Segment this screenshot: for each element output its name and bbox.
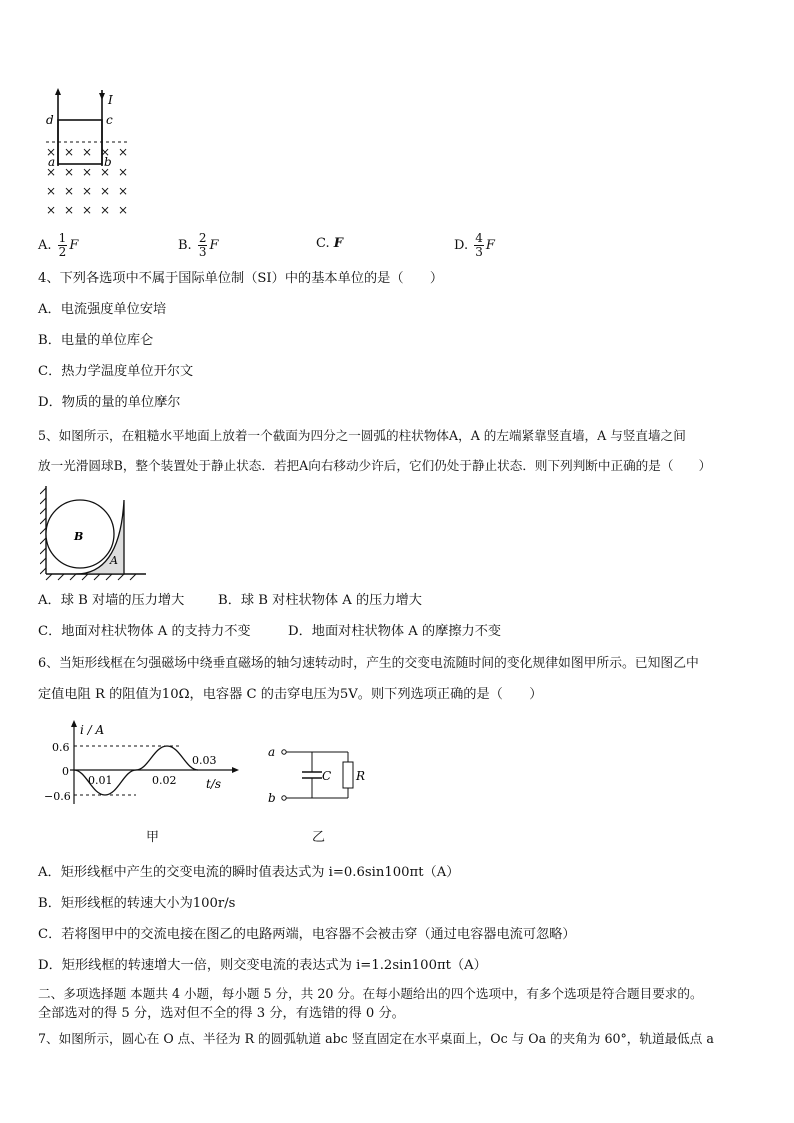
tick-label-0.01: 0.01 — [88, 774, 113, 787]
q4-option-a[interactable]: A．电流强度单位安培 — [38, 302, 167, 317]
svg-text:×: × — [118, 165, 129, 179]
q3-option-d[interactable]: D. $\frac{4}{3}$ F — [454, 231, 495, 259]
q3-option-a[interactable]: A. $\frac{1}{2}$ F — [38, 231, 79, 259]
q6-option-d[interactable]: D．矩形线框的转速增大一倍，则交变电流的表达式为 i=1.2sin100πt（A） — [38, 958, 487, 973]
tick-label-0.6: 0.6 — [52, 741, 70, 754]
fraction: $\frac{2}{3}$ — [198, 231, 207, 259]
label-A: A — [110, 554, 118, 567]
q6-stem-line1: 6、当矩形线框在匀强磁场中绕垂直磁场的轴匀速转动时，产生的交变电流随时间的变化规律如图甲所示。已知图乙中 — [38, 656, 699, 671]
caption-jia: 甲 — [146, 830, 160, 845]
ground-hatch — [46, 574, 136, 580]
svg-text:×: × — [118, 145, 129, 159]
svg-text:×: × — [82, 203, 93, 216]
q6-option-b[interactable]: B．矩形线框的转速大小为100r/s — [38, 896, 236, 911]
svg-text:×: × — [46, 184, 57, 198]
fraction: $\frac{4}{3}$ — [475, 231, 483, 259]
svg-text:×: × — [64, 203, 75, 216]
q5-option-a[interactable]: A．球 B 对墙的压力增大 — [38, 593, 185, 608]
q6-current-graph — [40, 718, 240, 808]
q4-option-c[interactable]: C．热力学温度单位开尔文 — [38, 364, 194, 379]
label-b: b — [104, 155, 112, 169]
axis-label-x: t/s — [206, 777, 222, 791]
svg-text:×: × — [82, 165, 93, 179]
label-B: B — [74, 530, 84, 543]
svg-text:×: × — [46, 165, 57, 179]
svg-text:×: × — [82, 184, 93, 198]
axis-label-y: i / A — [80, 723, 105, 737]
q4-option-d[interactable]: D．物质的量的单位摩尔 — [38, 395, 181, 410]
q5-stem-line1: 5、如图所示，在粗糙水平地面上放着一个截面为四分之一圆弧的柱状物体A，A 的左端紧靠竖直墙，A 与竖直墙之间 — [38, 428, 686, 443]
svg-text:×: × — [46, 145, 57, 159]
wall-hatch — [40, 488, 46, 574]
fraction: $\frac{1}{2}$ — [58, 231, 67, 259]
q5-option-b[interactable]: B．球 B 对柱状物体 A 的压力增大 — [218, 593, 422, 608]
caption-yi: 乙 — [312, 830, 326, 845]
label-a: a — [48, 155, 56, 169]
svg-text:×: × — [64, 145, 75, 159]
terminal-b: b — [268, 791, 276, 805]
q6-option-c[interactable]: C．若将图甲中的交流电接在图乙的电路两端，电容器不会被击穿（通过电容器电流可忽略） — [38, 927, 576, 942]
svg-text:×: × — [100, 184, 111, 198]
q6-circuit — [264, 738, 374, 806]
q5-option-d[interactable]: D．地面对柱状物体 A 的摩擦力不变 — [288, 624, 502, 639]
q5-figure — [40, 486, 148, 582]
label-d: d — [46, 113, 54, 127]
svg-text:×: × — [100, 145, 111, 159]
q6-stem-line2: 定值电阻 R 的阻值为10Ω，电容器 C 的击穿电压为5V。则下列选项正确的是（ ） — [38, 687, 543, 702]
q5-option-c[interactable]: C．地面对柱状物体 A 的支持力不变 — [38, 624, 251, 639]
svg-text:×: × — [118, 203, 129, 216]
q3-option-c[interactable]: C. F — [316, 236, 343, 251]
label-c: c — [106, 113, 113, 127]
svg-text:×: × — [64, 184, 75, 198]
svg-text:×: × — [100, 203, 111, 216]
tick-label-0.03: 0.03 — [192, 754, 217, 767]
svg-text:×: × — [118, 184, 129, 198]
svg-text:×: × — [64, 165, 75, 179]
q6-option-a[interactable]: A．矩形线框中产生的交变电流的瞬时值表达式为 i=0.6sin100πt（A） — [38, 865, 460, 880]
q4-stem: 4、下列各选项中不属于国际单位制（SI）中的基本单位的是（ ） — [38, 271, 444, 286]
q4-option-b[interactable]: B．电量的单位库仑 — [38, 333, 154, 348]
terminal-a: a — [268, 745, 276, 759]
label-R: R — [356, 769, 366, 783]
section2-line1: 二、多项选择题 本题共 4 小题，每小题 5 分，共 20 分。在每小题给出的四个选项中，有多个选项是符合题目要求的。 — [38, 986, 703, 1001]
section2-line2: 全部选对的得 5 分，选对但不全的得 3 分，有选错的得 0 分。 — [38, 1006, 405, 1021]
q3-option-b[interactable]: B. $\frac{2}{3}$ F — [178, 231, 219, 259]
svg-text:×: × — [100, 165, 111, 179]
q7-stem-line1: 7、如图所示，圆心在 O 点、半径为 R 的圆弧轨道 abc 竖直固定在水平桌面上，Oc 与 Oa 的夹角为 60°，轨道最低点 a — [38, 1031, 714, 1046]
q3-figure — [40, 86, 140, 216]
label-I: I — [108, 93, 113, 107]
svg-text:×: × — [46, 203, 57, 216]
svg-text:×: × — [82, 145, 93, 159]
tick-label-0.02: 0.02 — [152, 774, 177, 787]
tick-label-neg-0.6: −0.6 — [44, 790, 71, 803]
label-C: C — [322, 769, 332, 783]
tick-label-0: 0 — [62, 765, 69, 778]
q5-stem-line2: 放一光滑圆球B，整个装置处于静止状态．若把A向右移动少许后，它们仍处于静止状态．则下列判断中正确的是（ ） — [38, 458, 712, 473]
